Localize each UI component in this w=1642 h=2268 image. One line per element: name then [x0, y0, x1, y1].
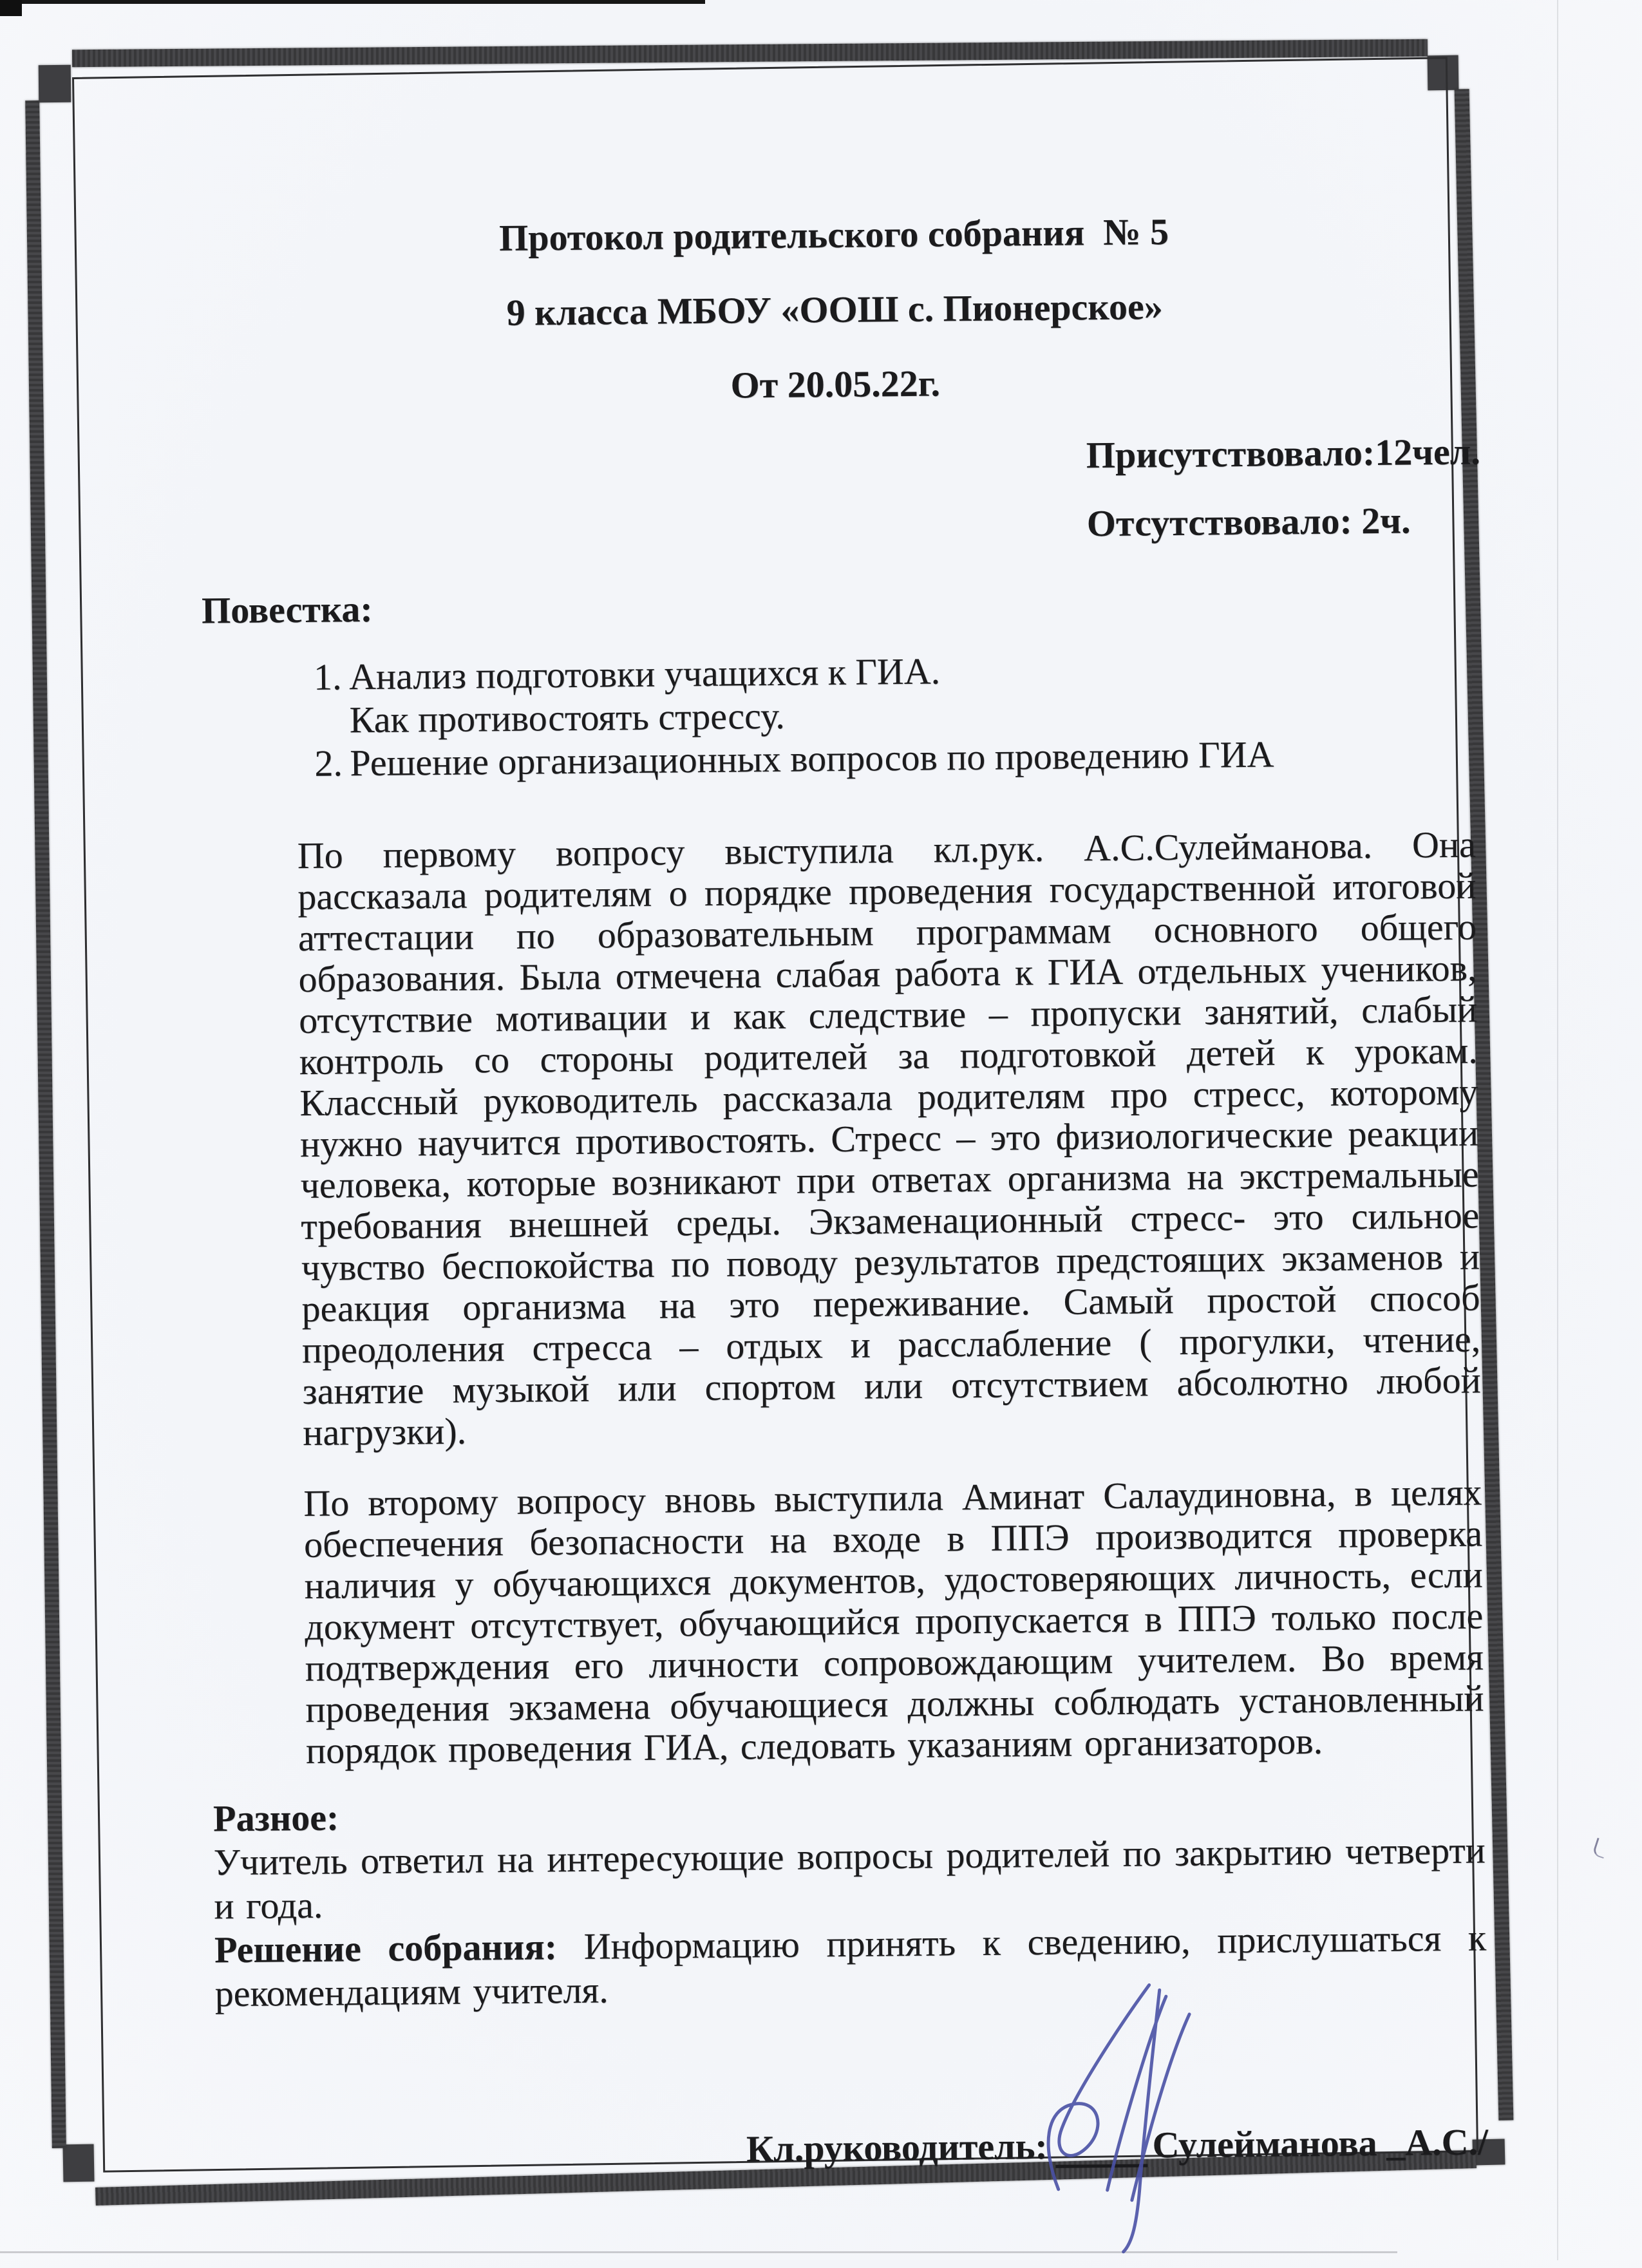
- agenda-item-text: Анализ подготовки учащихся к ГИА.: [348, 650, 941, 698]
- decision-line: [214, 1916, 1487, 2016]
- doc-title-date: От 20.05.22г.: [730, 362, 941, 406]
- misc-section: [213, 1784, 1487, 2016]
- misc-text: Учитель ответил на интересующие вопросы родителей по закрытию четверти и года.: [213, 1829, 1486, 1927]
- agenda-item-number: [314, 698, 350, 742]
- decision-text: Информацию принять к сведению, прислушаться к рекомендациям учителя.: [214, 1916, 1487, 2015]
- misc-heading: Разное:: [212, 1796, 339, 1840]
- document-body: [196, 0, 1488, 2180]
- agenda-heading: Повестка:: [201, 587, 373, 632]
- signature-name: Сулейманова _А.С./: [1152, 2121, 1489, 2166]
- doc-title-line-2: 9 класса МБОУ «ООШ с. Пионерское»: [506, 285, 1163, 334]
- frame-top-left-step: [39, 65, 71, 102]
- agenda-list: [314, 645, 1475, 785]
- frame-bottom-left-step: [62, 2144, 94, 2182]
- frame-left-band: [25, 100, 66, 2148]
- scan-corner-sliver: [0, 0, 22, 16]
- agenda-item-number: 1.: [313, 656, 342, 698]
- signature-label: Кл.руководитель:: [746, 2125, 1048, 2170]
- signature-row: [746, 2119, 1489, 2175]
- attendance-present: Присутствовало:12чел.: [1086, 430, 1480, 477]
- agenda-item-text: Как противостоять стрессу.: [349, 694, 786, 741]
- scanner-streak: [1557, 0, 1558, 2260]
- agenda-item-number: 2.: [314, 742, 343, 784]
- doc-title-line-1: Протокол родительского собрания № 5: [498, 211, 1169, 260]
- paragraph-second-question: По второму вопросу вновь выступила Аминат Салаудиновна, в целях обеспечения безопасности на входе в ППЭ производится проверка наличия у обучающихся документов, удостоверяющих личность, если документ отсутствует, обучающийся пропускается в ППЭ только после подтверждения его личности сопровождающим учителем. Во время проведения экзамена обучающиеся должны соблюдать установленный порядок проведения ГИА, следовать указаниям организаторов.: [303, 1471, 1484, 1772]
- signature-ink: [1023, 1975, 1238, 2260]
- decision-label: Решение собрания:: [214, 1925, 558, 1971]
- margin-pen-mark: [1592, 1838, 1609, 1859]
- agenda-item-text: Решение организационных вопросов по проведению ГИА: [350, 733, 1274, 784]
- signature-underline: [1055, 2123, 1147, 2168]
- attendance-absent: Отсутствовало: 2ч.: [1086, 499, 1411, 545]
- paragraph-first-question: По первому вопросу выступила кл.рук. А.С.Сулейманова. Она рассказала родителям о порядке проведения государственной итоговой аттестации по образовательным программам основного общего образования. Была отмечена слабая работа к ГИА отдельных учеников, отсутствие мотивации и как следствие – пропуски занятий, слабый контроль со стороны родителей за подготовкой детей к урокам. Классный руководитель рассказала родителям про стресс, которому нужно научится противостоять. Стресс – это физиологические реакции человека, которые возникают при ответах организма на экстремальные требования внешней среды. Экзаменационный стресс- это сильное чувство беспокойства по поводу результатов предстоящих экзаменов и реакция организма на это переживание. Самый простой способ преодоления стресса – отдых и расслабление ( прогулки, чтение, занятие музыкой или спортом или отсутствием абсолютно любой нагрузки).: [297, 823, 1481, 1454]
